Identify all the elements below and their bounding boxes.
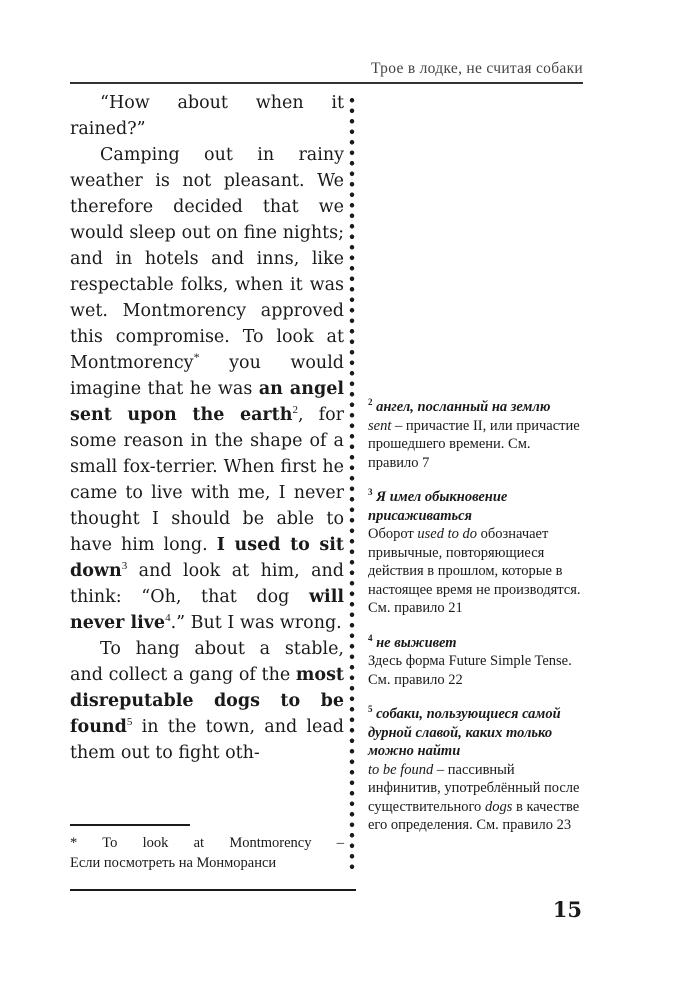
note-ref-4: 4 [165, 612, 171, 625]
note-ref-2: 2 [292, 404, 298, 417]
footnote-marker: * [193, 350, 200, 365]
margin-note-4: $^4$ не выживет Здесь форма Future Simple Tense. См. правило 22 [368, 632, 572, 688]
paragraph-1: “How about when it rained?” [70, 93, 344, 139]
page-footnote: * To look at Montmorency – Если посмотреть на Монморанси [70, 835, 344, 871]
key-phrase-never-live: will never live [70, 587, 344, 633]
note-ref-3: 3 [121, 560, 128, 573]
key-phrase-dogs: most disreputable dogs to be found [70, 665, 344, 737]
margin-notes [368, 398, 582, 851]
footnote-rule [70, 824, 190, 826]
paragraph-3: To hang about a stable, and collect a gang of the most disreputable dogs to be found$^5$ in the town, and lead them out to fight oth- [70, 639, 344, 763]
dotted-column-divider [349, 95, 355, 875]
running-title: Трое в лодке, не считая собаки [371, 60, 583, 77]
margin-note-2: $^2$ ангел, посланный на землю sent – причастие II, или причастие прошедшего времени. См. правило 7 [368, 397, 580, 471]
key-phrase-used-to: I used to sit down [70, 535, 344, 581]
margin-note-3: $^3$ Я имел обыкновение присаживаться Оборот used to do обозначает привычные, повторяющиеся действия в прошлом, которые в настоящее время не производятся. См. правило 21 [368, 487, 581, 616]
paragraph-2: Camping out in rainy weather is not pleasant. We therefore decided that we would sleep out on fine nights; and in hotels and inns, like respectable folks, when it was wet. Montmorency approved this compromise. To look at Montmorency* you would imagine that he was an angel sent upon the earth$^2$, for some reason in the shape of a small fox-terrier. When first he came to live with me, I never thought I should be able to have him long. I used to sit down$^3$ and look at him, and think: “Oh, that dog will never live$^4$.” But I was wrong. [70, 145, 344, 633]
margin-note-5: $^5$ собаки, пользующиеся самой дурной славой, каких только можно найти to be found – пассивный инфинитив, употреблённый после существительного dogs в качестве его определения. См. правило 23 [368, 704, 580, 833]
bottom-rule [70, 889, 356, 891]
key-phrase-angel: an angel sent upon the earth [70, 379, 344, 425]
page-number: 15 [552, 897, 582, 922]
main-text [70, 90, 344, 766]
header-rule [70, 82, 583, 84]
note-ref-5: 5 [126, 716, 133, 729]
